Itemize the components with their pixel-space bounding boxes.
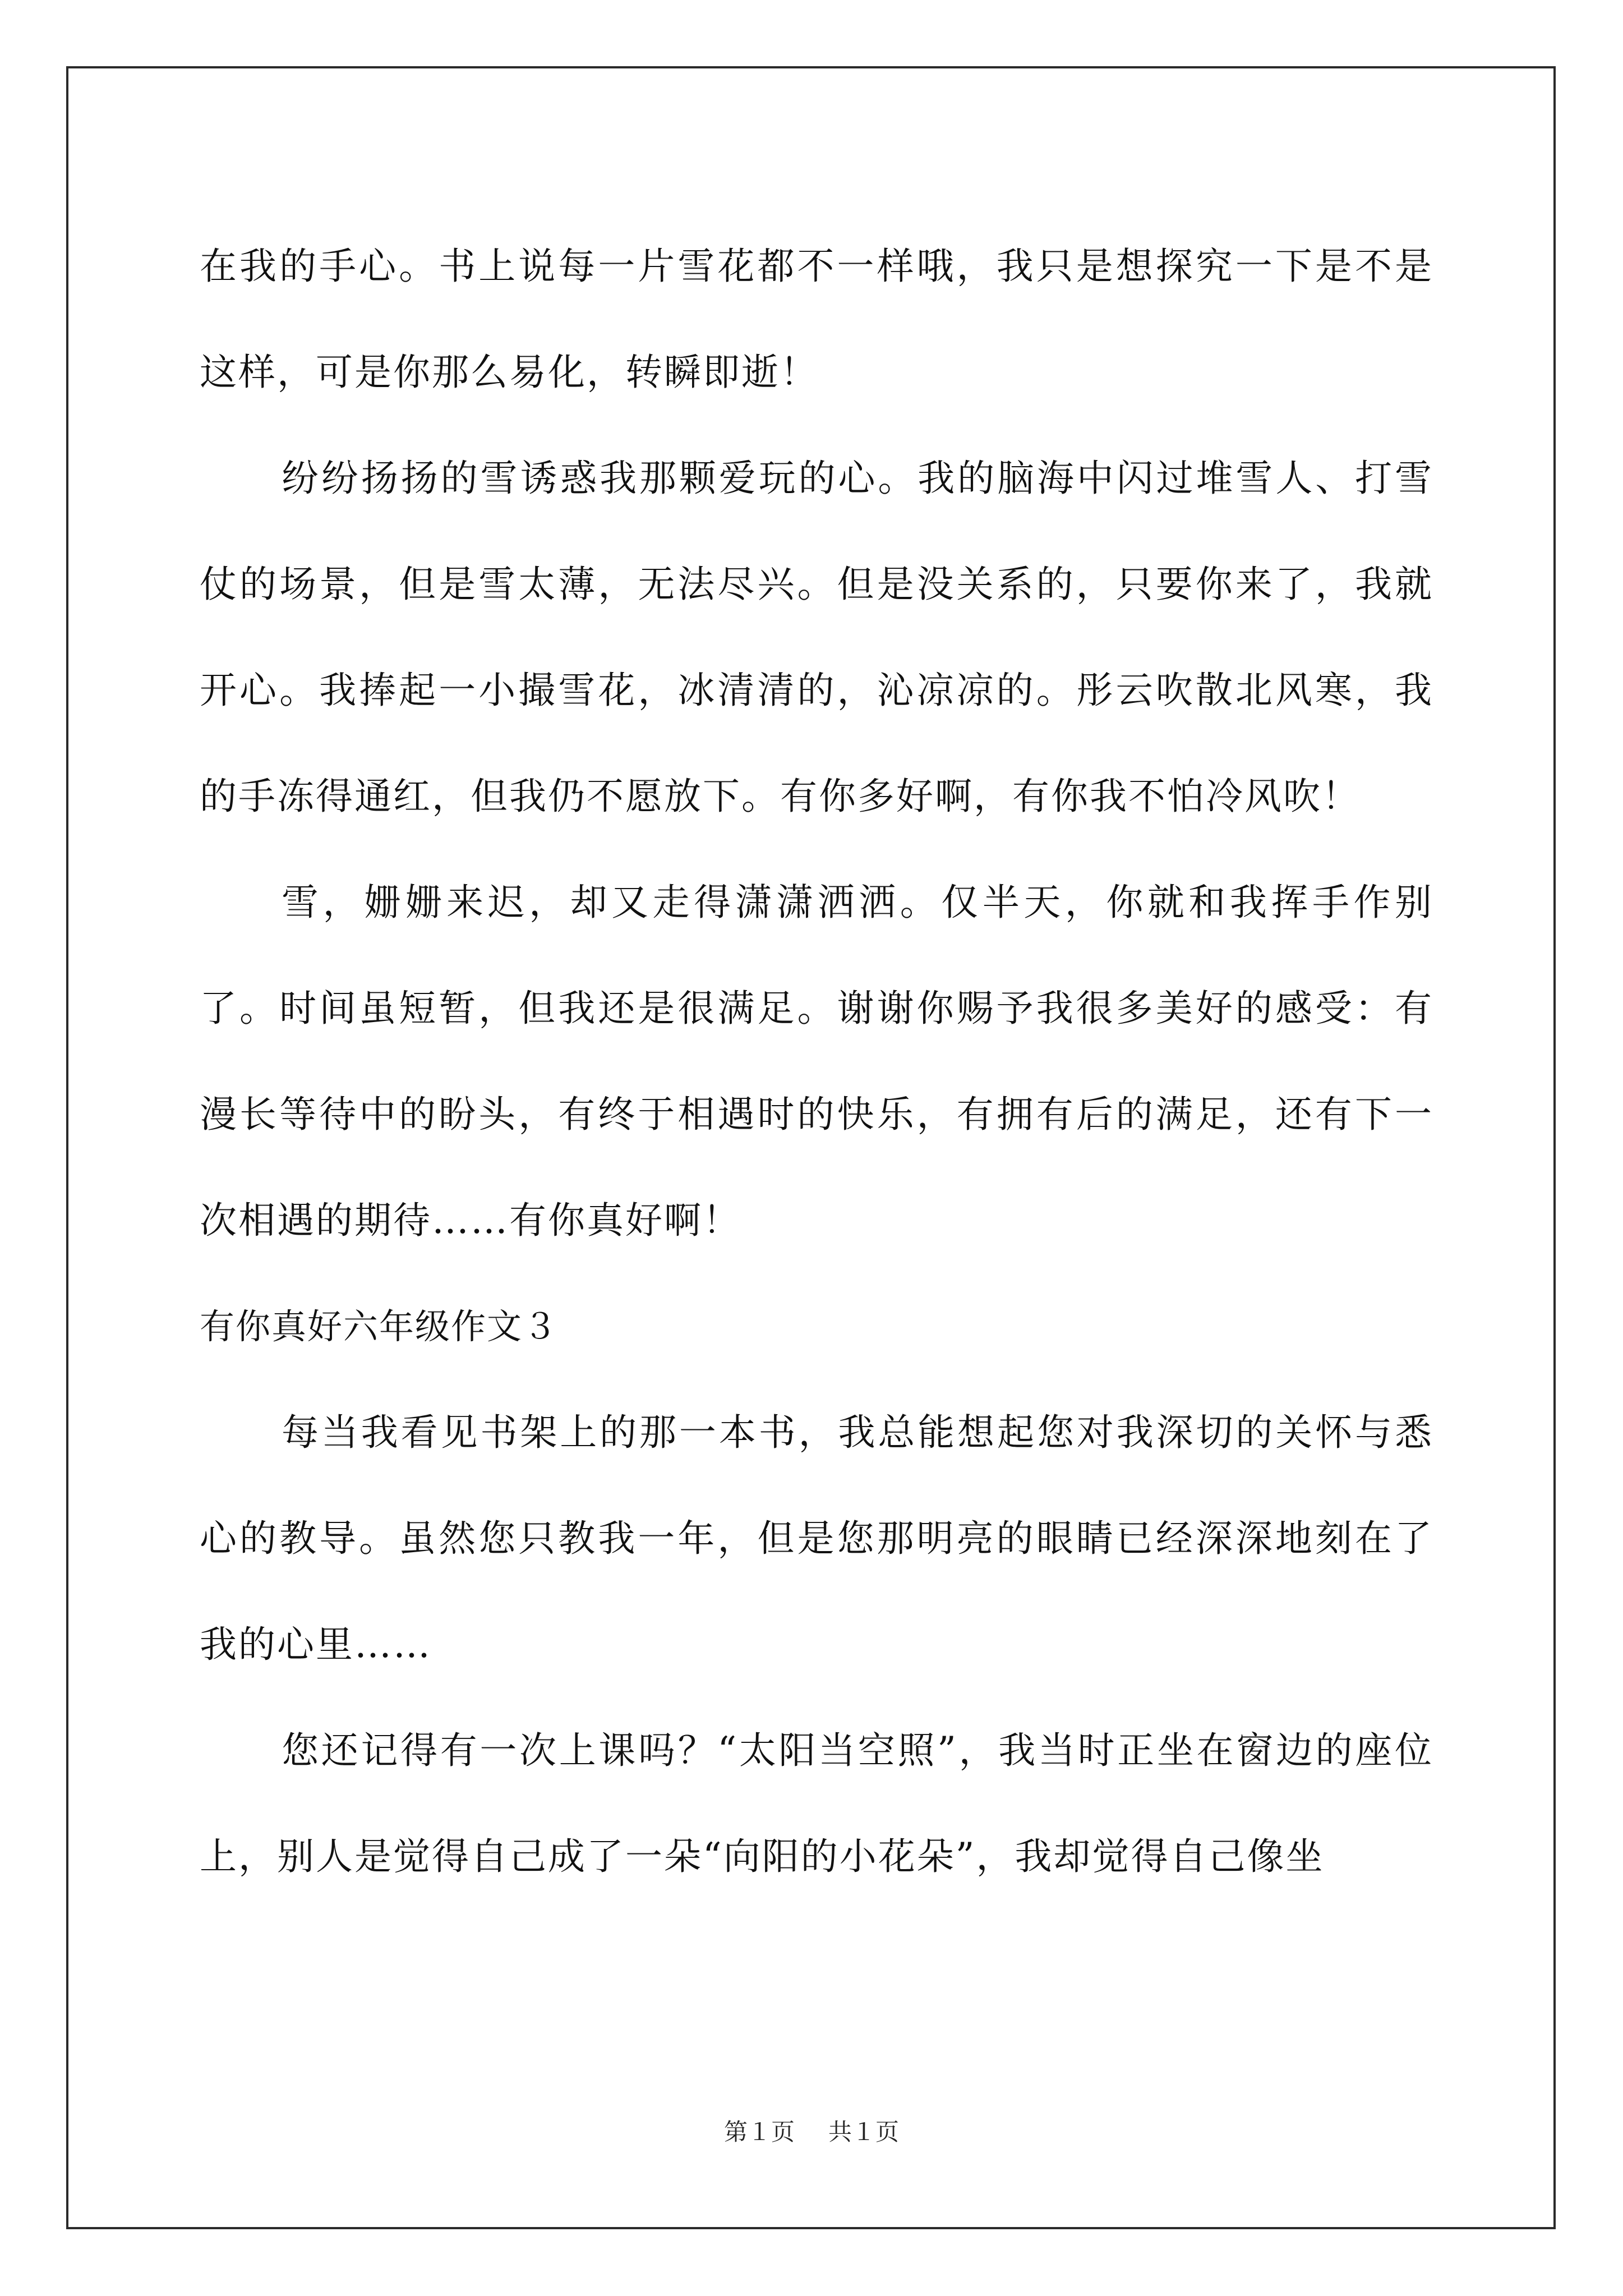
document-body <box>200 213 1433 1910</box>
page-number: 第１页 <box>723 2118 795 2146</box>
page-total: 共１页 <box>828 2118 900 2146</box>
paragraph-4: 每当我看见书架上的那一本书，我总能想起您对我深切的关怀与悉心的教导。虽然您只教我一年，但是您那明亮的眼睛已经深深地刻在了我的心里…… <box>200 1411 1433 1666</box>
page-footer <box>0 2114 1623 2147</box>
paragraph-5: 您还记得有一次上课吗？“太阳当空照”，我当时正坐在窗边的座位上，别人是觉得自己成了一朵“向阳的小花朵”，我却觉得自己像坐 <box>200 1729 1433 1878</box>
paragraph-2: 纷纷扬扬的雪诱惑我那颗爱玩的心。我的脑海中闪过堆雪人、打雪仗的场景，但是雪太薄，无法尽兴。但是没关系的，只要你来了，我就开心。我捧起一小撮雪花，冰清清的，沁凉凉的。彤云吹散北风寒，我的手冻得通红，但我仍不愿放下。有你多好啊，有你我不怕冷风吹！ <box>200 457 1433 818</box>
paragraph-3: 雪，姗姗来迟，却又走得潇潇洒洒。仅半天，你就和我挥手作别了。时间虽短暂，但我还是很满足。谢谢你赐予我很多美好的感受：有漫长等待中的盼头，有终于相遇时的快乐，有拥有后的满足，还有下一次相遇的期待……有你真好啊！ <box>200 881 1433 1242</box>
essay-heading: 有你真好六年级作文３ <box>200 1306 559 1347</box>
paragraph-1: 在我的手心。书上说每一片雪花都不一样哦，我只是想探究一下是不是这样，可是你那么易化，转瞬即逝！ <box>200 245 1433 394</box>
